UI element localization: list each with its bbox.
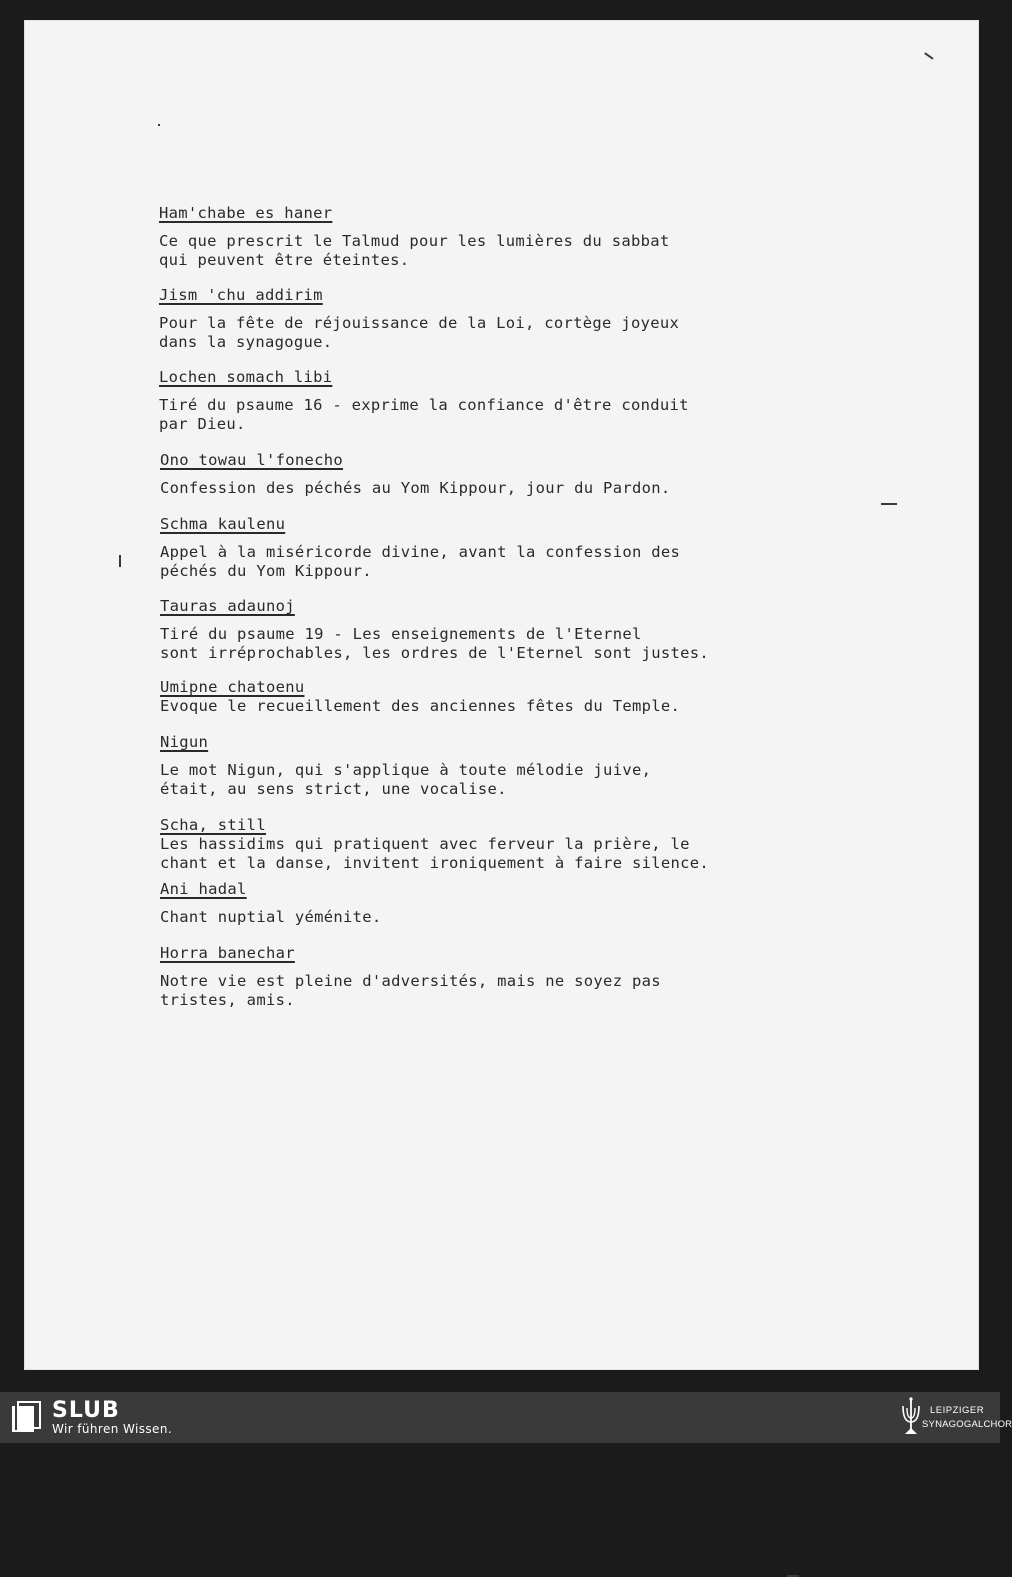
- choir-name-line2: SYNAGOGALCHOR: [922, 1419, 1012, 1430]
- entry-description: Evoque le recueillement des anciennes fêtes du Temple.: [160, 697, 681, 715]
- document-page: [24, 20, 979, 1370]
- program-entry: [160, 596, 709, 662]
- entry-description: Tiré du psaume 19 - Les enseignements de l'Eternel sont irréprochables, les ordres de l'Eternel sont justes.: [160, 625, 710, 662]
- scan-speck: [924, 52, 933, 59]
- entry-title: Lochen somach libi: [159, 368, 333, 386]
- entry-title: Ani hadal: [160, 880, 247, 898]
- program-entry: [160, 732, 651, 798]
- entry-title: Horra banechar: [160, 944, 295, 962]
- entry-description: Pour la fête de réjouissance de la Loi, cortège joyeux dans la synagogue.: [159, 314, 680, 351]
- program-entry: [159, 203, 669, 269]
- footer-bar: [0, 1392, 1012, 1443]
- entry-description: Le mot Nigun, qui s'applique à toute mélodie juive, était, au sens strict, une vocalise.: [160, 761, 652, 798]
- program-entry: [160, 677, 680, 716]
- entry-title: Scha, still: [160, 816, 266, 834]
- program-entry: [160, 514, 680, 580]
- choir-name-line1: LEIPZIGER: [930, 1405, 985, 1416]
- scan-speck: [787, 1575, 799, 1577]
- entry-title: Jism 'chu addirim: [159, 286, 323, 304]
- entry-description: Les hassidims qui pratiquent avec ferveur la prière, le chant et la danse, invitent ironiquement à faire silence.: [160, 835, 710, 872]
- scan-speck: [158, 124, 160, 126]
- entry-description: Chant nuptial yéménite.: [160, 908, 382, 926]
- entry-title: Schma kaulenu: [160, 515, 286, 533]
- entry-title: Nigun: [160, 733, 209, 751]
- program-entry: [160, 815, 709, 872]
- program-entry: [160, 879, 382, 927]
- entry-title: Umipne chatoenu: [160, 678, 305, 696]
- scan-speck: [119, 555, 121, 567]
- entry-description: Tiré du psaume 16 - exprime la confiance d'être conduit par Dieu.: [159, 396, 689, 433]
- program-entry: [159, 285, 679, 351]
- slub-name: SLUB: [52, 1398, 120, 1423]
- program-entry: [160, 943, 661, 1009]
- program-entry: [159, 367, 689, 433]
- entry-description: Confession des péchés au Yom Kippour, jour du Pardon.: [160, 479, 671, 497]
- program-entry: [160, 450, 670, 498]
- entry-description: Ce que prescrit le Talmud pour les lumières du sabbat qui peuvent être éteintes.: [159, 232, 670, 269]
- slub-tagline: Wir führen Wissen.: [52, 1422, 173, 1436]
- scan-speck: [881, 503, 897, 505]
- slub-book-icon: [10, 1400, 44, 1438]
- entry-title: Ono towau l'fonecho: [160, 451, 344, 469]
- entry-description: Appel à la miséricorde divine, avant la confession des péchés du Yom Kippour.: [160, 543, 681, 580]
- menorah-icon: [898, 1396, 924, 1442]
- entry-title: Tauras adaunoj: [160, 597, 295, 615]
- entry-description: Notre vie est pleine d'adversités, mais ne soyez pas tristes, amis.: [160, 972, 661, 1009]
- entry-title: Ham'chabe es haner: [159, 204, 333, 222]
